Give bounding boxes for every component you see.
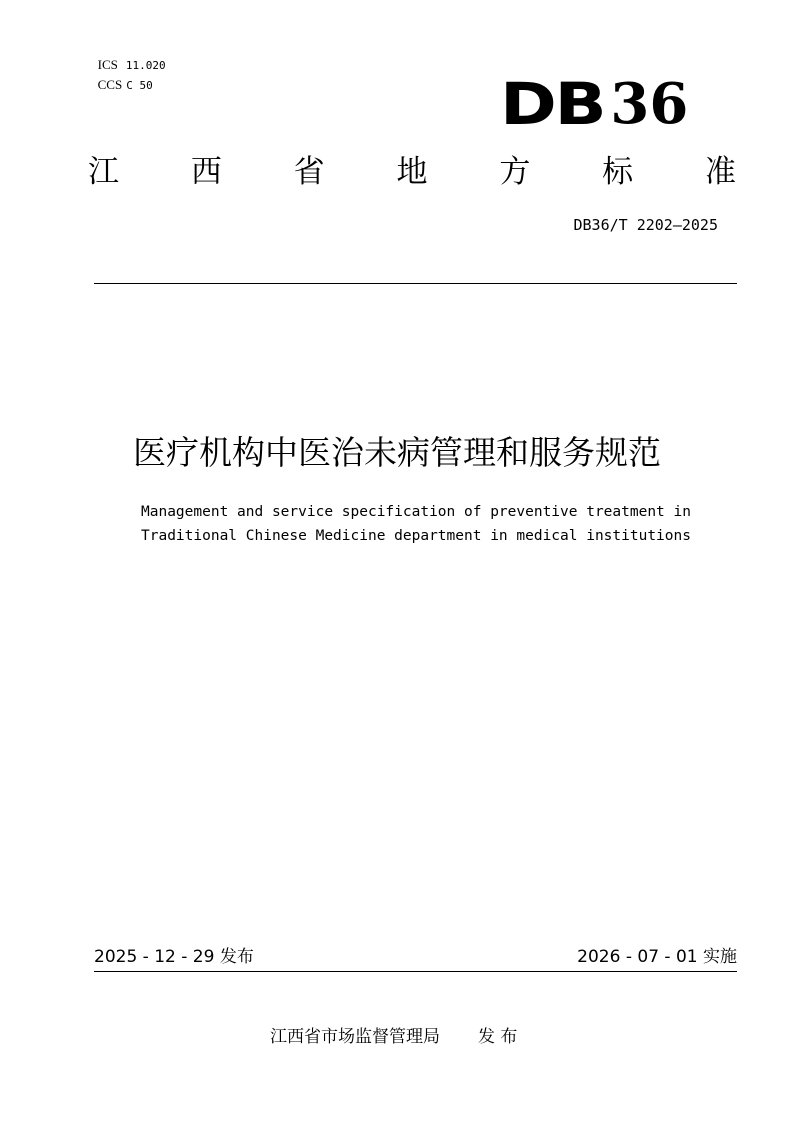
- ccs-value: C 50: [126, 79, 153, 92]
- implement-date: 2026 - 07 - 01: [577, 947, 698, 967]
- top-divider: [94, 283, 737, 284]
- document-title-chinese: 医疗机构中医治未病管理和服务规范: [133, 433, 661, 472]
- issue-date: 2025 - 12 - 29: [94, 947, 215, 967]
- db36-logo: [500, 70, 689, 138]
- issuer-name: 江西省市场监督管理局: [270, 1027, 440, 1047]
- heading-char: 标: [602, 154, 634, 190]
- heading-char: 江: [88, 154, 119, 190]
- heading-char: 地: [396, 154, 428, 190]
- issuer-block: [270, 1024, 517, 1050]
- heading-char: 省: [293, 154, 325, 190]
- standard-code: DB36/T 2202—2025: [573, 216, 718, 234]
- heading-char: 准: [704, 154, 736, 190]
- english-title-line-2: Traditional Chinese Medicine department in medical institutions: [141, 528, 691, 544]
- document-title-english: [0, 500, 794, 548]
- english-title-line-1: Management and service specification of preventive treatment in: [141, 504, 691, 520]
- issue-date-block: [94, 945, 254, 969]
- implement-label: 实施: [703, 947, 737, 967]
- ccs-classification: [90, 58, 153, 95]
- ics-label: ICS: [97, 57, 118, 72]
- ics-value: 11.020: [125, 59, 166, 72]
- heading-char: 西: [190, 154, 222, 190]
- issue-label: 发布: [219, 947, 254, 967]
- ccs-label: CCS: [97, 77, 123, 92]
- implement-date-block: [577, 945, 737, 969]
- bottom-divider: [94, 971, 737, 972]
- issuer-action: 发 布: [478, 1027, 518, 1047]
- standard-type-heading: [88, 150, 736, 194]
- logo-number: 36: [610, 71, 689, 137]
- logo-prefix: DB: [500, 70, 605, 138]
- heading-char: 方: [499, 154, 531, 190]
